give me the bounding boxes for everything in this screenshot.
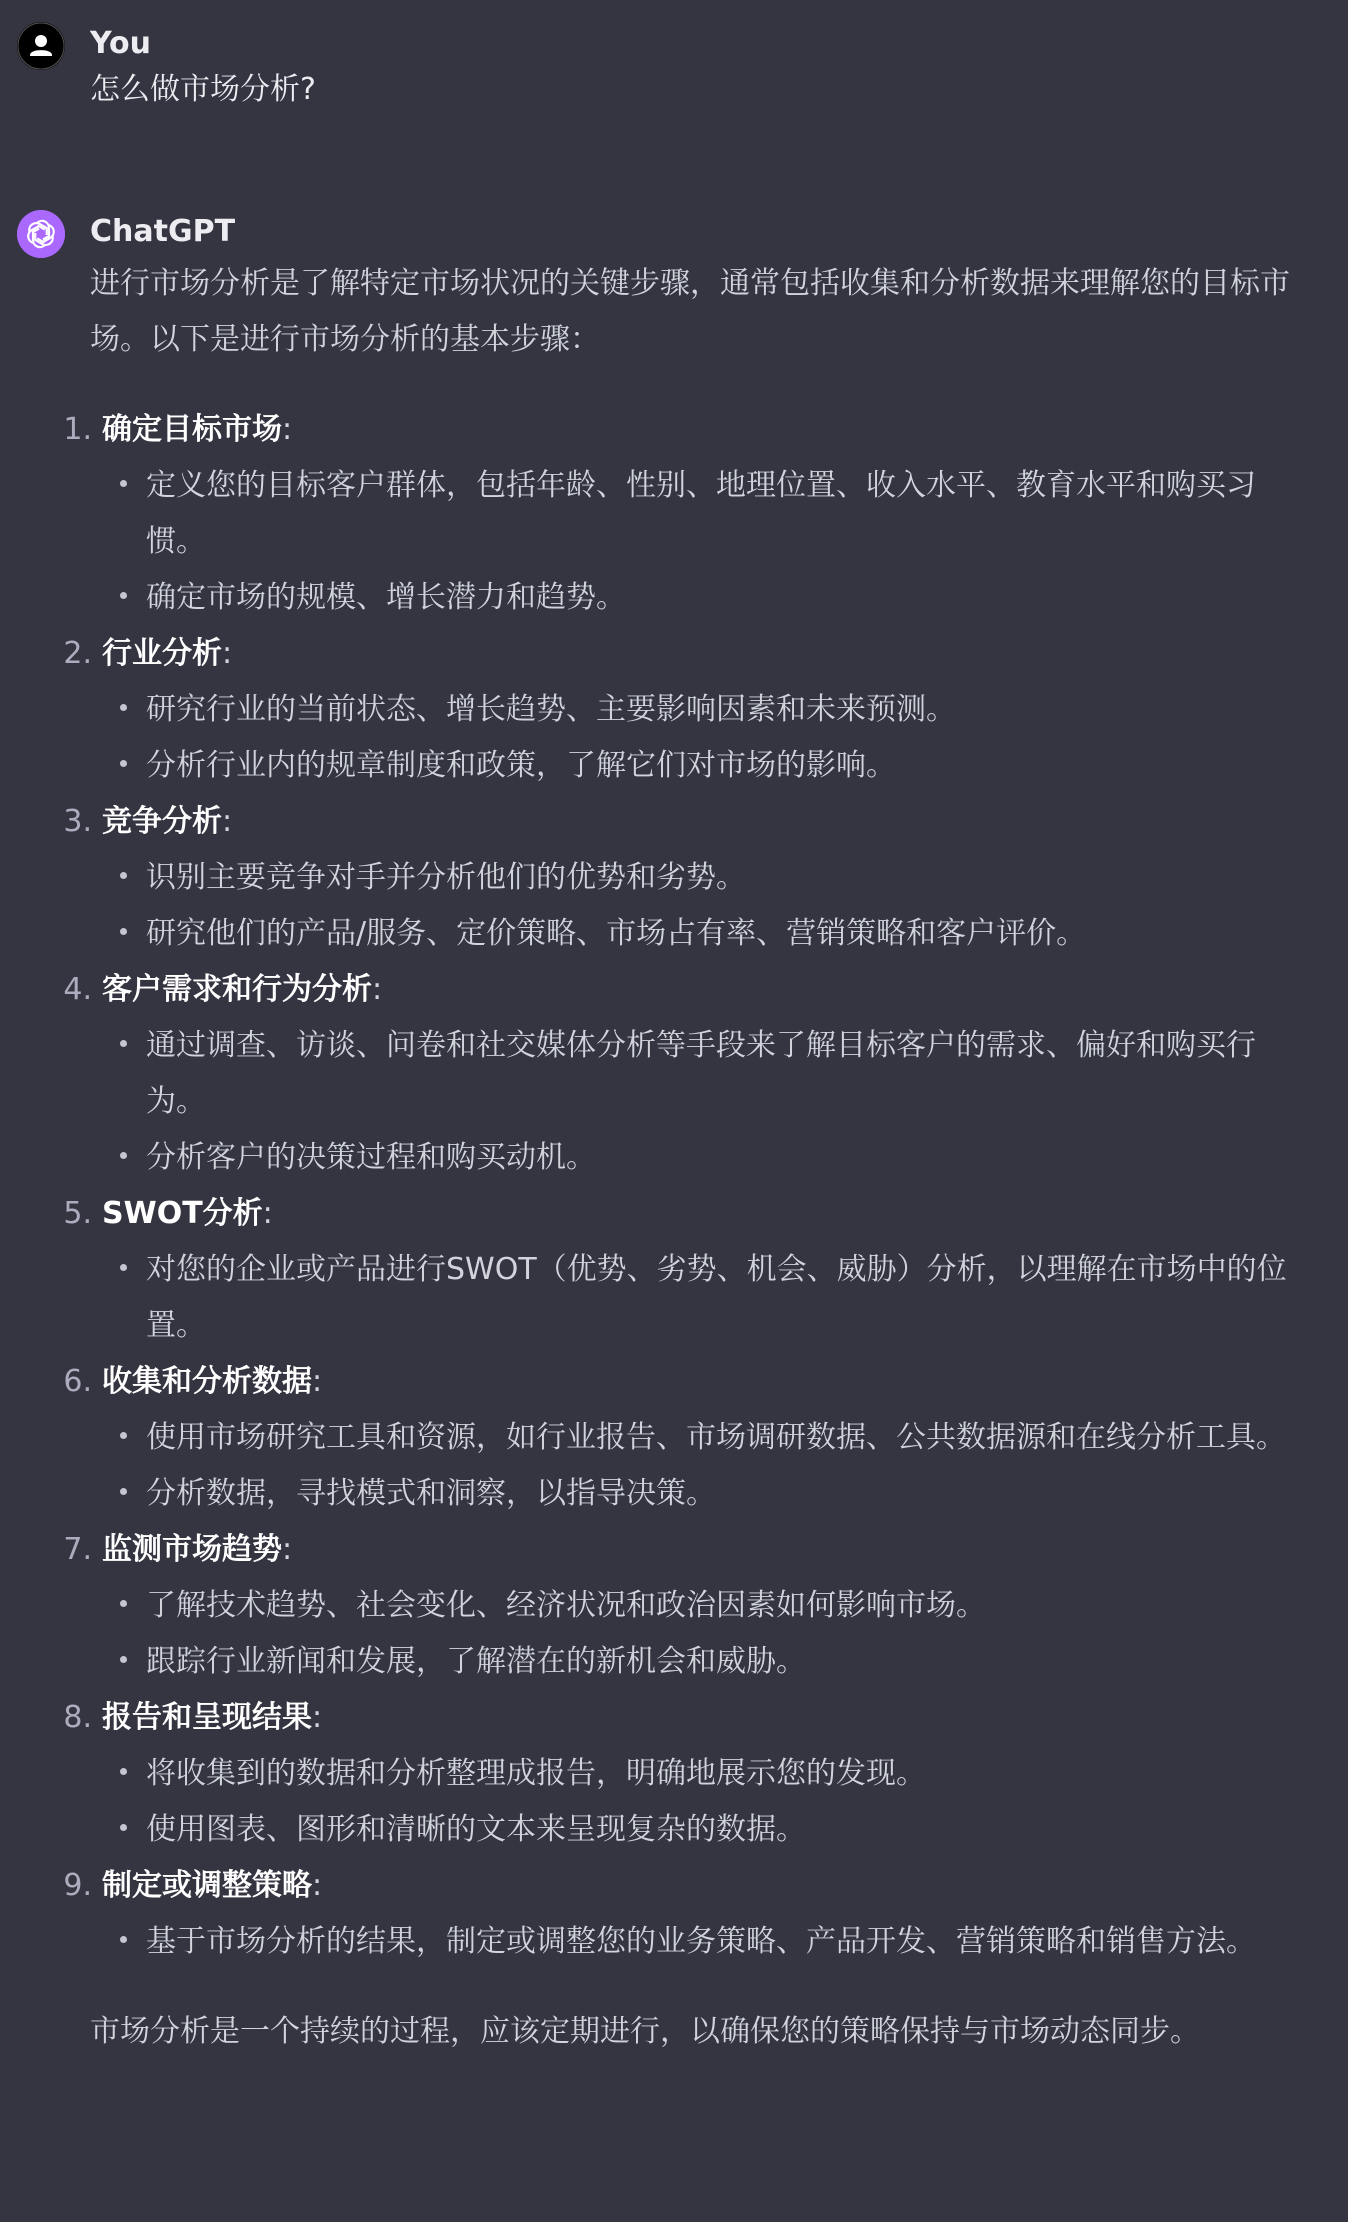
step-number: 8. <box>63 1700 92 1735</box>
step-number: 5. <box>63 1196 92 1231</box>
step-item <box>63 626 1315 794</box>
step-item <box>63 402 1315 626</box>
step-item <box>63 1354 1315 1522</box>
step-item <box>63 1690 1315 1858</box>
bullet-item: 通过调查、访谈、问卷和社交媒体分析等手段来了解目标客户的需求、偏好和购买行为。 <box>146 1018 1315 1130</box>
step-heading: 8. 报告和呈现结果: <box>90 1690 1315 1746</box>
user-message-text: 怎么做市场分析? <box>90 72 316 107</box>
bullet-item: 了解技术趋势、社会变化、经济状况和政治因素如何影响市场。 <box>146 1578 1315 1634</box>
bullet-item: 分析行业内的规章制度和政策，了解它们对市场的影响。 <box>146 738 1315 794</box>
step-bullets <box>90 850 1315 962</box>
step-title: 竞争分析 <box>102 804 222 839</box>
answer-intro: 进行市场分析是了解特定市场状况的关键步骤，通常包括收集和分析数据来理解您的目标市场。以下是进行市场分析的基本步骤： <box>90 266 1290 357</box>
step-heading: 7. 监测市场趋势: <box>90 1522 1315 1578</box>
bullet-item: 基于市场分析的结果，制定或调整您的业务策略、产品开发、营销策略和销售方法。 <box>146 1914 1315 1970</box>
step-bullets <box>90 458 1315 626</box>
step-title: 收集和分析数据 <box>102 1364 312 1399</box>
step-number: 4. <box>63 972 92 1007</box>
step-item <box>63 1186 1315 1354</box>
step-item <box>63 962 1315 1186</box>
bullet-item: 跟踪行业新闻和发展，了解潜在的新机会和威胁。 <box>146 1634 1315 1690</box>
bullet-item: 研究他们的产品/服务、定价策略、市场占有率、营销策略和客户评价。 <box>146 906 1315 962</box>
step-heading: 2. 行业分析: <box>90 626 1315 682</box>
step-title: SWOT分析 <box>102 1196 263 1231</box>
steps-list <box>63 402 1315 1970</box>
bullet-item: 对您的企业或产品进行SWOT（优势、劣势、机会、威胁）分析，以理解在市场中的位置。 <box>146 1242 1315 1354</box>
bullet-item: 识别主要竞争对手并分析他们的优势和劣势。 <box>146 850 1315 906</box>
bullet-item: 分析客户的决策过程和购买动机。 <box>146 1130 1315 1186</box>
answer-outro: 市场分析是一个持续的过程，应该定期进行，以确保您的策略保持与市场动态同步。 <box>90 2014 1200 2049</box>
step-number: 1. <box>63 412 92 447</box>
step-bullets <box>90 1914 1315 1970</box>
step-number: 2. <box>63 636 92 671</box>
step-title: 确定目标市场 <box>102 412 282 447</box>
step-title: 报告和呈现结果 <box>102 1700 312 1735</box>
step-title: 监测市场趋势 <box>102 1532 282 1567</box>
step-item <box>63 1858 1315 1970</box>
step-item <box>63 1522 1315 1690</box>
bullet-item: 使用市场研究工具和资源，如行业报告、市场调研数据、公共数据源和在线分析工具。 <box>146 1410 1315 1466</box>
user-silhouette-icon <box>17 22 65 70</box>
assistant-author-name: ChatGPT <box>90 214 236 249</box>
step-heading: 1. 确定目标市场: <box>90 402 1315 458</box>
bullet-item: 将收集到的数据和分析整理成报告，明确地展示您的发现。 <box>146 1746 1315 1802</box>
step-title: 行业分析 <box>102 636 222 671</box>
assistant-avatar-icon <box>17 210 65 258</box>
step-title: 制定或调整策略 <box>102 1868 312 1903</box>
user-avatar-icon <box>17 22 65 70</box>
step-item <box>63 794 1315 962</box>
step-bullets <box>90 1242 1315 1354</box>
step-heading: 4. 客户需求和行为分析: <box>90 962 1315 1018</box>
step-heading: 6. 收集和分析数据: <box>90 1354 1315 1410</box>
step-bullets <box>90 682 1315 794</box>
step-number: 9. <box>63 1868 92 1903</box>
bullet-item: 分析数据，寻找模式和洞察，以指导决策。 <box>146 1466 1315 1522</box>
step-bullets <box>90 1410 1315 1522</box>
bullet-item: 使用图表、图形和清晰的文本来呈现复杂的数据。 <box>146 1802 1315 1858</box>
step-bullets <box>90 1578 1315 1690</box>
step-title: 客户需求和行为分析 <box>102 972 372 1007</box>
step-heading: 9. 制定或调整策略: <box>90 1858 1315 1914</box>
bullet-item: 定义您的目标客户群体，包括年龄、性别、地理位置、收入水平、教育水平和购买习惯。 <box>146 458 1315 570</box>
step-heading: 5. SWOT分析: <box>90 1186 1315 1242</box>
step-number: 3. <box>63 804 92 839</box>
step-bullets <box>90 1018 1315 1186</box>
bullet-item: 确定市场的规模、增长潜力和趋势。 <box>146 570 1315 626</box>
step-heading: 3. 竞争分析: <box>90 794 1315 850</box>
openai-logo-icon <box>17 210 65 258</box>
step-number: 6. <box>63 1364 92 1399</box>
assistant-answer <box>63 256 1315 2060</box>
step-number: 7. <box>63 1532 92 1567</box>
user-author-name: You <box>90 26 151 61</box>
bullet-item: 研究行业的当前状态、增长趋势、主要影响因素和未来预测。 <box>146 682 1315 738</box>
step-bullets <box>90 1746 1315 1858</box>
